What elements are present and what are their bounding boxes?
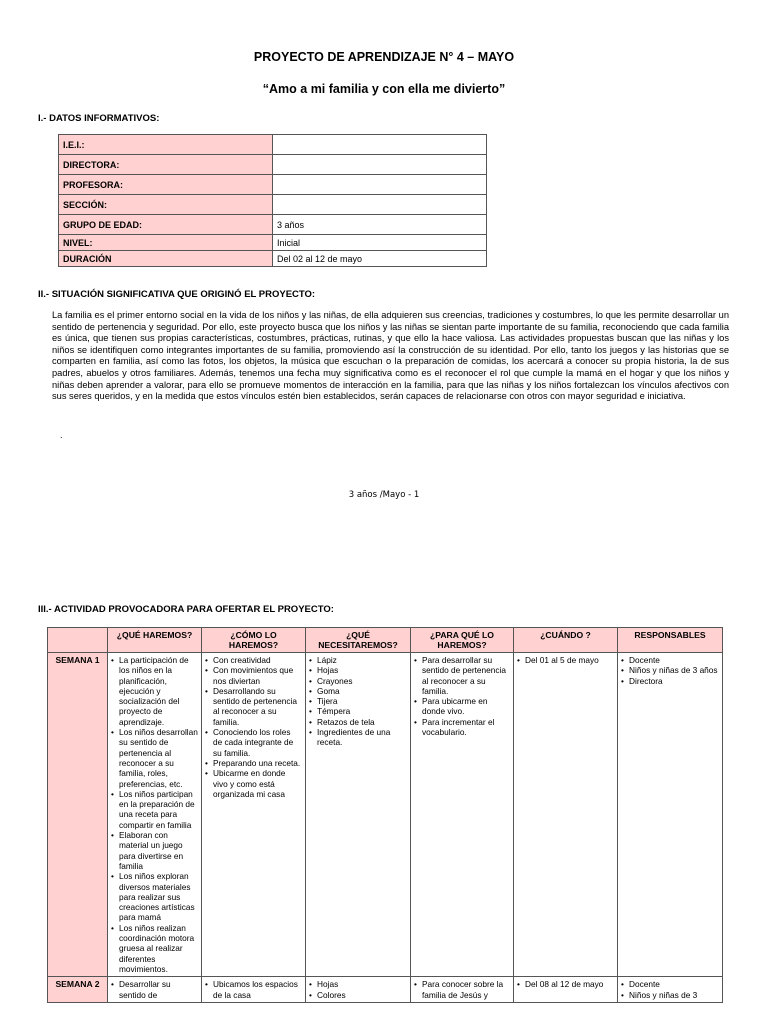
column-header: ¿PARA QUÉ LO HAREMOS? — [411, 628, 514, 653]
responsables-cell — [618, 653, 723, 977]
info-label: DURACIÓN — [59, 251, 273, 267]
list-item: • Retazos de tela — [309, 717, 407, 727]
actividad-table — [47, 627, 723, 1003]
list-item: • La participación de los niños en la planificación, ejecución y socialización del proyecto de aprendizaje. — [111, 655, 198, 727]
table-row — [48, 653, 723, 977]
list-item: • Para desarrollar su sentido de pertenencia al reconocer a su familia. — [414, 655, 510, 696]
list-item: • Colores — [309, 990, 407, 1000]
info-label: DIRECTORA: — [59, 155, 273, 175]
table-row — [48, 977, 723, 1003]
list-item: • Tijera — [309, 696, 407, 706]
list-item: • Los niños desarrollan su sentido de pertenencia al reconocer a su familia, roles, preferencias, etc. — [111, 727, 198, 789]
list-item: • Crayones — [309, 676, 407, 686]
que-haremos-cell — [108, 977, 202, 1003]
list-item: • Niños y niñas de 3 años — [621, 665, 719, 675]
datos-informativos-table — [58, 134, 487, 267]
week-label: SEMANA 1 — [48, 653, 108, 977]
info-row — [59, 135, 487, 155]
section-heading-situacion: II.- SITUACIÓN SIGNIFICATIVA QUE ORIGINÓ EL PROYECTO: — [38, 289, 316, 300]
table-header-row — [48, 628, 723, 653]
list-item: • Hojas — [309, 665, 407, 675]
list-item: • Niños y niñas de 3 — [621, 990, 719, 1000]
info-label: GRUPO DE EDAD: — [59, 215, 273, 235]
info-label: NIVEL: — [59, 235, 273, 251]
info-value: 3 años — [273, 215, 487, 235]
necesitaremos-cell — [306, 977, 411, 1003]
list-item: • Lápiz — [309, 655, 407, 665]
column-header: ¿QUÉ HAREMOS? — [108, 628, 202, 653]
column-header: RESPONSABLES — [618, 628, 723, 653]
list-item: • Ubicarme en donde vivo y como está organizada mi casa — [205, 768, 302, 799]
info-row — [59, 251, 487, 267]
como-cell — [202, 977, 306, 1003]
info-label: SECCIÓN: — [59, 195, 273, 215]
week-label: SEMANA 2 — [48, 977, 108, 1003]
list-item: • Conociendo los roles de cada integrante de su familia. — [205, 727, 302, 758]
list-item: • Los niños exploran diversos materiales para realizar sus creaciones artísticas para mamá — [111, 871, 198, 922]
section-heading-actividad: III.- ACTIVIDAD PROVOCADORA PARA OFERTAR EL PROYECTO: — [38, 604, 334, 615]
list-item: • Desarrollar su sentido de — [111, 979, 198, 1000]
cuando-cell — [514, 977, 618, 1003]
info-label: I.E.I.: — [59, 135, 273, 155]
column-header — [48, 628, 108, 653]
info-row — [59, 195, 487, 215]
list-item: • Goma — [309, 686, 407, 696]
list-item: • Del 01 al 5 de mayo — [517, 655, 614, 665]
para-que-cell — [411, 977, 514, 1003]
column-header: ¿CUÁNDO ? — [514, 628, 618, 653]
responsables-cell — [618, 977, 723, 1003]
list-item: • Docente — [621, 979, 719, 989]
list-item: • Con movimientos que nos diviertan — [205, 665, 302, 686]
info-row — [59, 235, 487, 251]
document-subtitle: “Amo a mi familia y con ella me divierto” — [262, 82, 506, 96]
list-item: • Para ubicarme en donde vivo. — [414, 696, 510, 717]
document-title: PROYECTO DE APRENDIZAJE N° 4 – MAYO — [253, 50, 515, 64]
info-value — [273, 175, 487, 195]
info-value: Del 02 al 12 de mayo — [273, 251, 487, 267]
trailing-dot: . — [60, 430, 63, 440]
column-header: ¿CÓMO LO HAREMOS? — [202, 628, 306, 653]
que-haremos-cell — [108, 653, 202, 977]
page-footer: 3 años /Mayo - 1 — [348, 490, 420, 500]
list-item: • Desarrollando su sentido de pertenencia al reconocer a su familia. — [205, 686, 302, 727]
list-item: • Para incrementar el vocabulario. — [414, 717, 510, 738]
list-item: • Los niños participan en la preparación de una receta para compartir en familia — [111, 789, 198, 830]
list-item: • Con creatividad — [205, 655, 302, 665]
como-cell — [202, 653, 306, 977]
info-label: PROFESORA: — [59, 175, 273, 195]
cuando-cell — [514, 653, 618, 977]
info-value — [273, 195, 487, 215]
list-item: • Ingredientes de una receta. — [309, 727, 407, 748]
info-row — [59, 155, 487, 175]
info-row — [59, 175, 487, 195]
list-item: • Ubicamos los espacios de la casa — [205, 979, 302, 1000]
list-item: • Del 08 al 12 de mayo — [517, 979, 614, 989]
list-item: • Témpera — [309, 706, 407, 716]
info-value — [273, 155, 487, 175]
situacion-paragraph: La familia es el primer entorno social en la vida de los niños y las niñas, de ella adquieren sus creencias, tradiciones y costumbres, lo que les permite desarrollar un sentido de pertenencia y seguridad. Por ello, este proyecto busca que los niños y las niñas se sientan parte importante de su familia, reconociendo que cada familia es única, que tienen sus propias características, costumbres, prácticas, rutinas, y que ello la hace valiosa. Las actividades propuestas buscan que las niñas y los niños se identifiquen como integrantes importantes de su familia, promoviendo así la construcción de su identidad. Por ello, tanto los juegos y las historias que se comparten en familia, así como las fotos, los objetos, la música que escuchan o la preparación de comidas, los acercará a conocer su propia historia, la de sus padres, abuelos y otros familiares. Además, tenemos una fecha muy significativa como es el reconocer el rol que cumple la mamá en el hogar y que los niños y niñas deben aprender a valorar, para ello se promueve momentos de interacción en la familia, para que las niñas y los niños fortalezcan los vínculos afectivos con sus seres queridos, y en la medida que estos vínculos estén bien establecidos, serán capaces de relacionarse con otros con mayor seguridad e iniciativa. — [52, 310, 729, 402]
list-item: • Directora — [621, 676, 719, 686]
column-header: ¿QUÉ NECESITAREMOS? — [306, 628, 411, 653]
list-item: • Docente — [621, 655, 719, 665]
list-item: • Preparando una receta. — [205, 758, 302, 768]
list-item: • Elaboran con material un juego para divertirse en familia — [111, 830, 198, 871]
para-que-cell — [411, 653, 514, 977]
info-row — [59, 215, 487, 235]
list-item: • Para conocer sobre la familia de Jesús y — [414, 979, 510, 1000]
info-value — [273, 135, 487, 155]
list-item: • Los niños realizan coordinación motora gruesa al realizar diferentes movimientos. — [111, 923, 198, 974]
list-item: • Hojas — [309, 979, 407, 989]
necesitaremos-cell — [306, 653, 411, 977]
section-heading-datos: I.- DATOS INFORMATIVOS: — [38, 113, 160, 124]
info-value: Inicial — [273, 235, 487, 251]
